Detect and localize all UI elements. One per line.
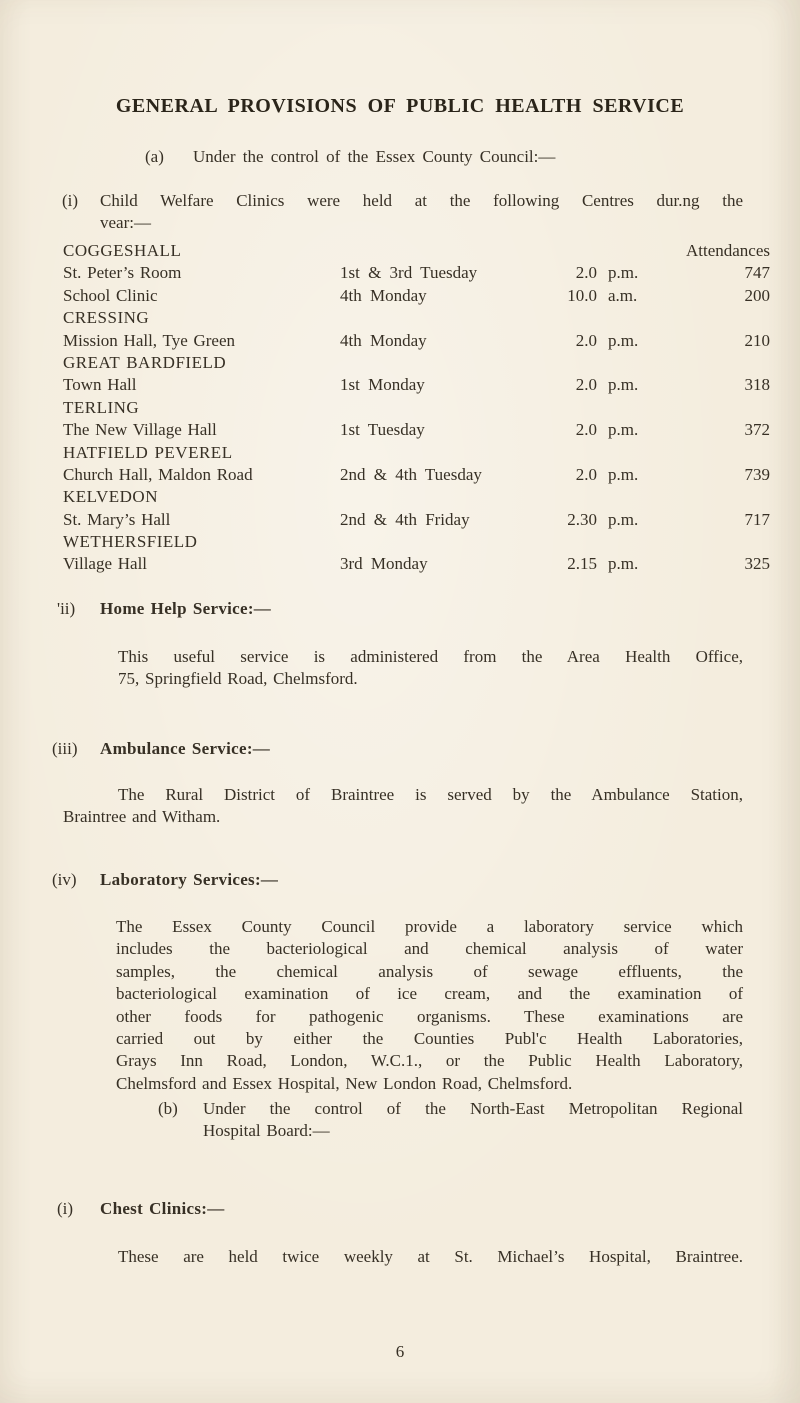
text-line: carried out by either the Counties Publ'c Health Laboratories, xyxy=(116,1029,743,1049)
clinics-table xyxy=(63,240,770,576)
clinic-location: CRESSING xyxy=(63,308,150,328)
clinic-location: TERLING xyxy=(63,397,140,417)
table-row xyxy=(63,553,770,575)
section-b-i-title: Chest Clinics:— xyxy=(100,1199,225,1218)
table-location-row xyxy=(63,486,770,508)
table-location-row xyxy=(63,442,770,464)
clinic-time: 10.0 xyxy=(567,285,597,305)
section-iv-title: Laboratory Services:— xyxy=(100,870,279,889)
clinic-day: 3rd Monday xyxy=(340,554,428,574)
clinic-day: 2nd & 4th Friday xyxy=(340,509,470,529)
section-a-heading: Under the control of the Essex County Council:— xyxy=(193,147,556,166)
text-line: Grays Inn Road, London, W.C.1., or the Public Health Laboratory, xyxy=(116,1051,743,1071)
clinic-venue: The New Village Hall xyxy=(63,420,217,440)
clinic-location: HATFIELD PEVEREL xyxy=(63,442,233,462)
text-line: other foods for pathogenic organisms. These examinations are xyxy=(116,1006,743,1026)
text-line: includes the bacteriological and chemical analysis of water xyxy=(116,939,743,959)
clinic-venue: St. Mary’s Hall xyxy=(63,509,171,529)
clinic-venue: Church Hall, Maldon Road xyxy=(63,464,253,484)
clinic-location: COGGESHALL xyxy=(63,241,182,260)
table-row xyxy=(63,330,770,352)
clinic-ampm: p.m. xyxy=(608,509,639,529)
section-ii-title: Home Help Service:— xyxy=(100,599,272,618)
table-row xyxy=(63,419,770,441)
clinic-ampm: p.m. xyxy=(608,464,639,484)
clinic-attendance: 739 xyxy=(744,464,770,484)
text-line: Under the control of the North-East Metropolitan Regional xyxy=(203,1099,743,1118)
clinic-attendance: 210 xyxy=(744,330,770,350)
text-line: The Rural District of Braintree is served by the Ambulance Station, xyxy=(118,785,743,804)
table-location-row xyxy=(63,352,770,374)
clinic-day: 4th Monday xyxy=(340,330,427,350)
page-number: 6 xyxy=(395,1342,405,1361)
clinic-day: 2nd & 4th Tuesday xyxy=(340,464,482,484)
clinic-venue: St. Peter’s Room xyxy=(63,263,182,283)
clinic-location: WETHERSFIELD xyxy=(63,532,198,552)
text-line: Braintree and Witham. xyxy=(63,807,221,827)
clinic-attendance: 325 xyxy=(744,554,770,574)
table-row xyxy=(63,464,770,486)
section-iv-body xyxy=(116,916,743,1095)
clinic-ampm: p.m. xyxy=(608,375,639,395)
section-iii-title: Ambulance Service:— xyxy=(100,739,271,758)
table-row xyxy=(63,262,770,284)
clinic-time: 2.30 xyxy=(567,509,597,529)
clinic-time: 2.0 xyxy=(575,464,597,484)
clinic-day: 1st Tuesday xyxy=(340,420,425,440)
section-b-heading xyxy=(203,1098,743,1143)
clinic-attendance: 747 xyxy=(744,263,770,283)
clinic-time: 2.0 xyxy=(575,263,597,283)
clinic-time: 2.0 xyxy=(575,330,597,350)
text-line: This useful service is administered from the Area Health Office, xyxy=(118,647,743,666)
text-line: Child Welfare Clinics were held at the following Centres dur.ng the xyxy=(100,191,743,210)
text-line: Chelmsford and Essex Hospital, New London Road, Chelmsford. xyxy=(116,1073,573,1093)
clinic-ampm: p.m. xyxy=(608,330,639,350)
table-row xyxy=(63,285,770,307)
text-line: samples, the chemical analysis of sewage effluents, the xyxy=(116,961,743,981)
text-line: vear:— xyxy=(100,213,151,233)
table-row xyxy=(63,374,770,396)
text-line: bacteriological examination of ice cream, and the examination of xyxy=(116,984,743,1004)
section-b-i-body xyxy=(118,1246,743,1268)
table-location-row xyxy=(63,531,770,553)
clinic-attendance: 200 xyxy=(744,285,770,305)
section-a-i-text xyxy=(100,190,743,235)
clinic-ampm: a.m. xyxy=(608,285,638,305)
page-title: GENERAL PROVISIONS OF PUBLIC HEALTH SERVICE xyxy=(115,95,685,117)
section-iv-marker: (iv) xyxy=(52,870,77,889)
text-line: 75, Springfield Road, Chelmsford. xyxy=(118,669,358,689)
clinic-ampm: p.m. xyxy=(608,554,639,574)
text-line: These are held twice weekly at St. Michael’s Hospital, Braintree. xyxy=(118,1247,743,1266)
text-line: Hospital Board:— xyxy=(203,1121,330,1141)
clinic-venue: Mission Hall, Tye Green xyxy=(63,330,236,350)
clinic-day: 1st & 3rd Tuesday xyxy=(340,263,478,283)
clinic-attendance: 372 xyxy=(744,420,770,440)
clinic-venue: School Clinic xyxy=(63,285,158,305)
text-line: The Essex County Council provide a laboratory service which xyxy=(116,917,743,936)
clinic-venue: Village Hall xyxy=(63,554,148,574)
clinic-time: 2.0 xyxy=(575,375,597,395)
table-location-row xyxy=(63,397,770,419)
table-location-row xyxy=(63,240,770,262)
section-iii-body xyxy=(63,784,743,829)
clinic-time: 2.0 xyxy=(575,420,597,440)
clinic-attendance: 717 xyxy=(744,509,770,529)
clinic-ampm: p.m. xyxy=(608,263,639,283)
attendances-header: Attendances xyxy=(685,241,770,260)
clinic-attendance: 318 xyxy=(744,375,770,395)
clinic-day: 4th Monday xyxy=(340,285,427,305)
section-ii-body xyxy=(118,646,743,691)
section-iii-marker: (iii) xyxy=(52,739,78,758)
table-row xyxy=(63,509,770,531)
table-location-row xyxy=(63,307,770,329)
clinic-day: 1st Monday xyxy=(340,375,425,395)
section-b-marker: (b) xyxy=(158,1099,178,1118)
clinic-ampm: p.m. xyxy=(608,420,639,440)
section-ii-marker: 'ii) xyxy=(57,599,76,618)
section-a-i-marker: (i) xyxy=(62,191,79,210)
section-a-marker: (a) xyxy=(145,147,164,166)
clinic-location: GREAT BARDFIELD xyxy=(63,352,227,372)
clinic-location: KELVEDON xyxy=(63,487,158,507)
clinic-venue: Town Hall xyxy=(63,375,137,395)
clinic-time: 2.15 xyxy=(567,554,597,574)
section-b-i-marker: (i) xyxy=(57,1199,74,1218)
